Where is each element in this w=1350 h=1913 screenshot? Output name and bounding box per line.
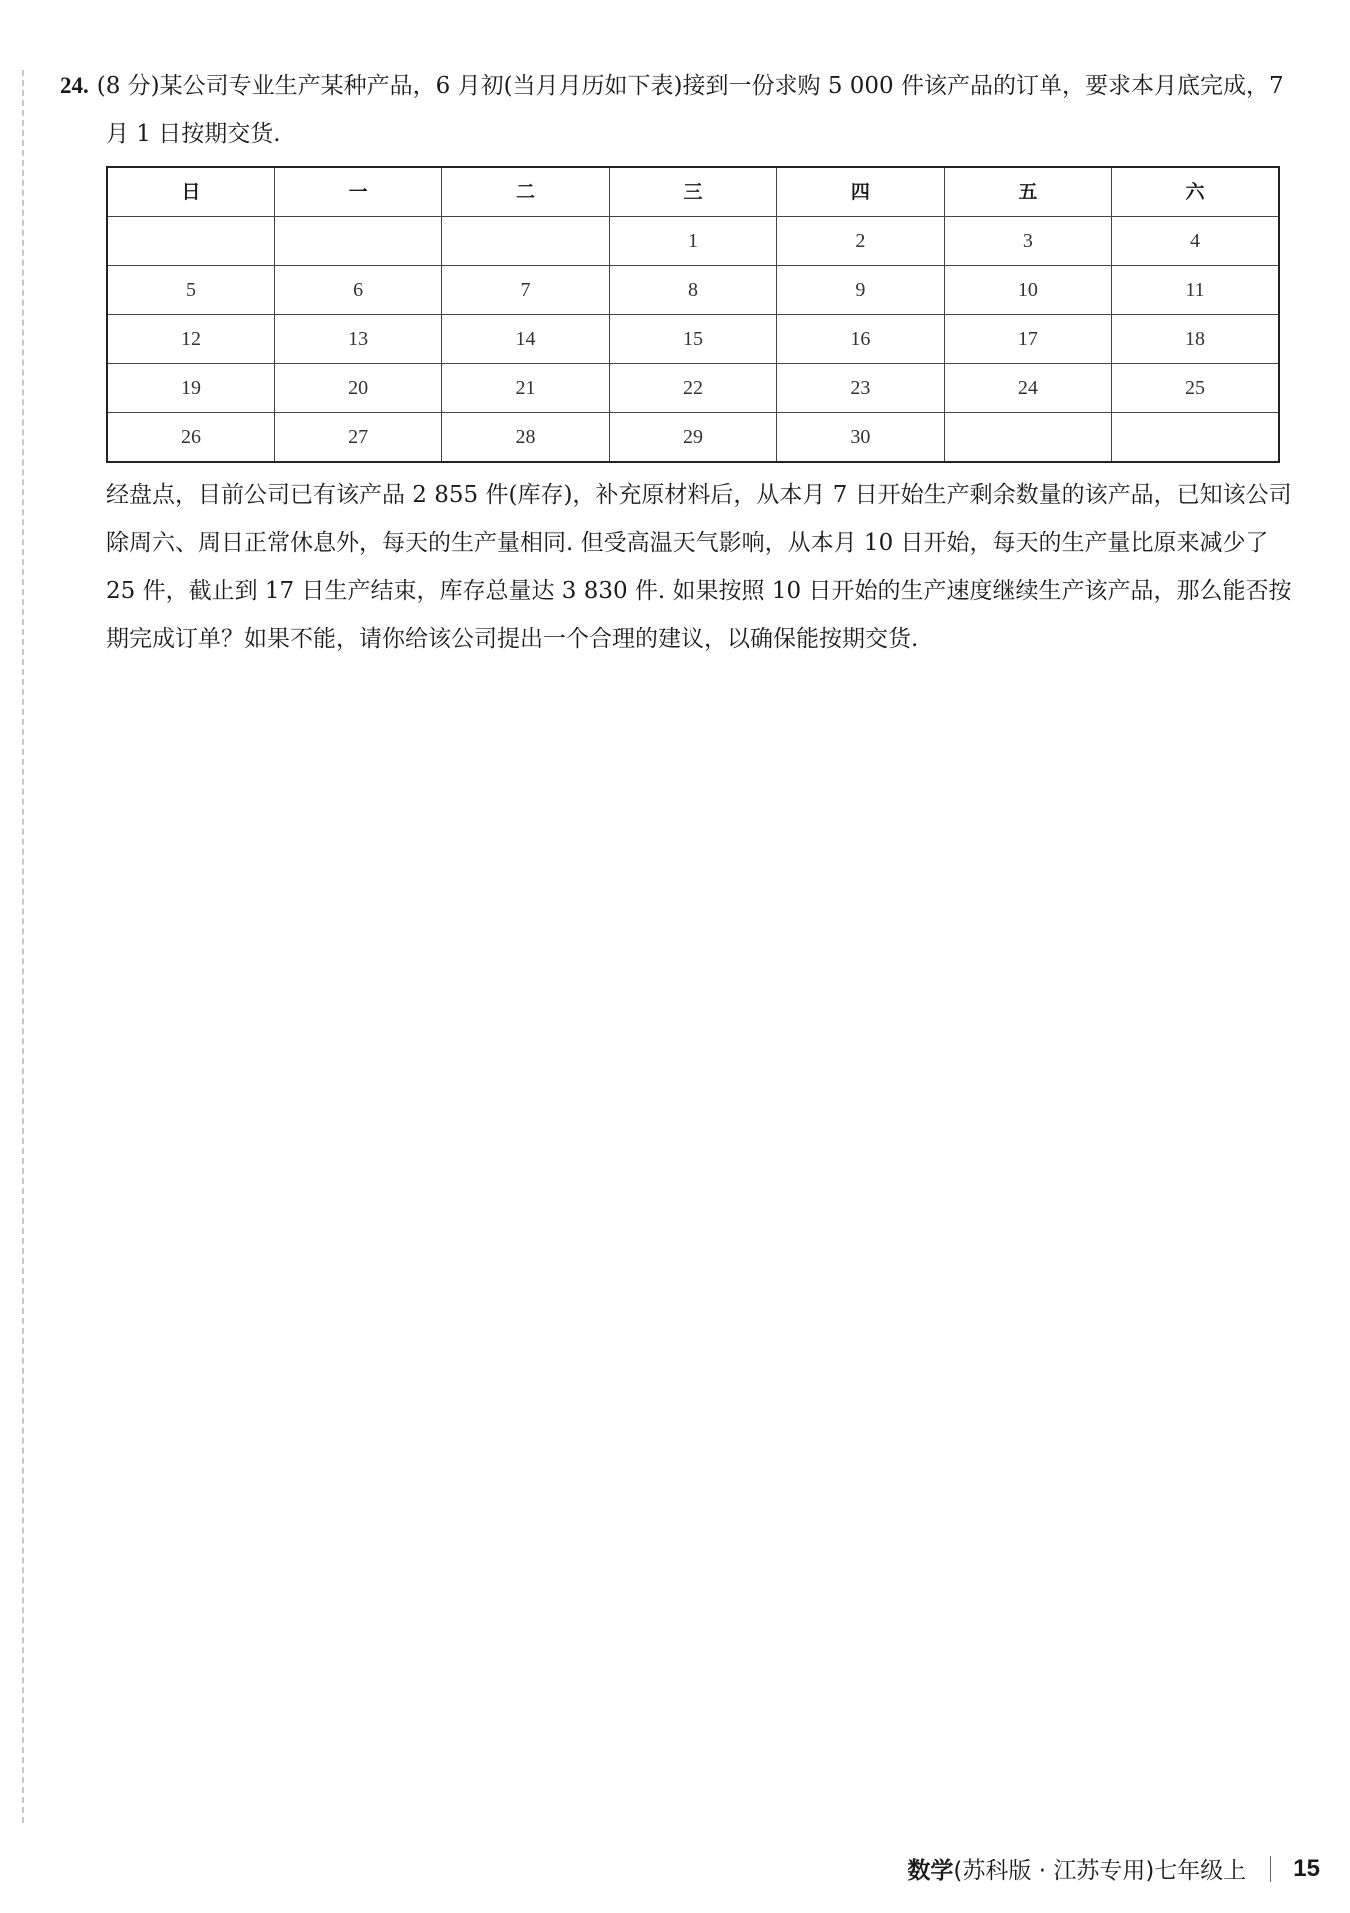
calendar-day-cell: 17 (944, 315, 1111, 364)
calendar-day-cell: 12 (107, 315, 274, 364)
calendar-day-cell: 8 (609, 266, 776, 315)
calendar-day-cell (274, 217, 441, 266)
calendar-day-cell: 2 (777, 217, 944, 266)
question-body-text: 经盘点，目前公司已有该产品 2 855 件(库存)，补充原材料后，从本月 7 日开始生产剩余数量的该产品，已知该公司除周六、周日正常休息外，每天的生产量相同. 但受高温天气影响，从本月 10 日开始，每天的生产量比原来减少了 25 件，截止到 17 日生产结束，库存总量达 3 830 件. 如果按照 10 日开始的生产速度继续生产该产品，那么能否按期完成订单？如果不能，请你给该公司提出一个合理的建议，以确保能按期交货. (106, 482, 1292, 652)
calendar-week-row (107, 266, 1279, 315)
calendar-day-cell: 1 (609, 217, 776, 266)
calendar-week-row (107, 413, 1279, 463)
footer-edition: (苏科版 · 江苏专用)七年级上 (953, 1858, 1247, 1884)
calendar-week-row (107, 364, 1279, 413)
calendar-day-cell: 28 (442, 413, 609, 463)
calendar-day-cell (944, 413, 1111, 463)
calendar-day-cell: 24 (944, 364, 1111, 413)
calendar-day-cell: 29 (609, 413, 776, 463)
calendar-day-cell: 7 (442, 266, 609, 315)
calendar-day-cell: 19 (107, 364, 274, 413)
calendar-day-cell: 10 (944, 266, 1111, 315)
weekday-header: 六 (1112, 167, 1279, 217)
question-number: 24. (60, 73, 89, 98)
calendar-day-cell: 11 (1112, 266, 1279, 315)
question-body (60, 471, 1295, 663)
weekday-header: 二 (442, 167, 609, 217)
calendar-day-cell: 3 (944, 217, 1111, 266)
calendar-day-cell: 23 (777, 364, 944, 413)
calendar-day-cell: 20 (274, 364, 441, 413)
calendar-week-row (107, 315, 1279, 364)
calendar-day-cell: 18 (1112, 315, 1279, 364)
page-footer (907, 1852, 1320, 1885)
calendar-day-cell: 13 (274, 315, 441, 364)
weekday-header: 一 (274, 167, 441, 217)
weekday-header: 日 (107, 167, 274, 217)
calendar-day-cell: 5 (107, 266, 274, 315)
calendar-day-cell: 15 (609, 315, 776, 364)
calendar-header-row (107, 167, 1279, 217)
question-24 (60, 62, 1295, 663)
calendar-day-cell: 27 (274, 413, 441, 463)
calendar-day-cell: 4 (1112, 217, 1279, 266)
footer-subject: 数学 (907, 1858, 954, 1884)
footer-divider (1270, 1856, 1271, 1882)
calendar-day-cell: 25 (1112, 364, 1279, 413)
calendar-day-cell: 16 (777, 315, 944, 364)
calendar-day-cell: 26 (107, 413, 274, 463)
page-number: 15 (1293, 1854, 1320, 1882)
calendar-day-cell (107, 217, 274, 266)
weekday-header: 五 (944, 167, 1111, 217)
calendar-week-row (107, 217, 1279, 266)
calendar-day-cell: 22 (609, 364, 776, 413)
calendar-day-cell: 6 (274, 266, 441, 315)
question-intro (60, 62, 1295, 158)
binding-margin-line (22, 70, 24, 1823)
question-intro-text: (8 分)某公司专业生产某种产品，6 月初(当月月历如下表)接到一份求购 5 000 件该产品的订单，要求本月底完成，7 月 1 日按期交货. (96, 73, 1284, 147)
calendar-day-cell: 9 (777, 266, 944, 315)
calendar-day-cell (1112, 413, 1279, 463)
calendar-day-cell (442, 217, 609, 266)
weekday-header: 三 (609, 167, 776, 217)
june-calendar-table (106, 166, 1280, 463)
calendar-day-cell: 30 (777, 413, 944, 463)
calendar-day-cell: 14 (442, 315, 609, 364)
calendar-day-cell: 21 (442, 364, 609, 413)
weekday-header: 四 (777, 167, 944, 217)
